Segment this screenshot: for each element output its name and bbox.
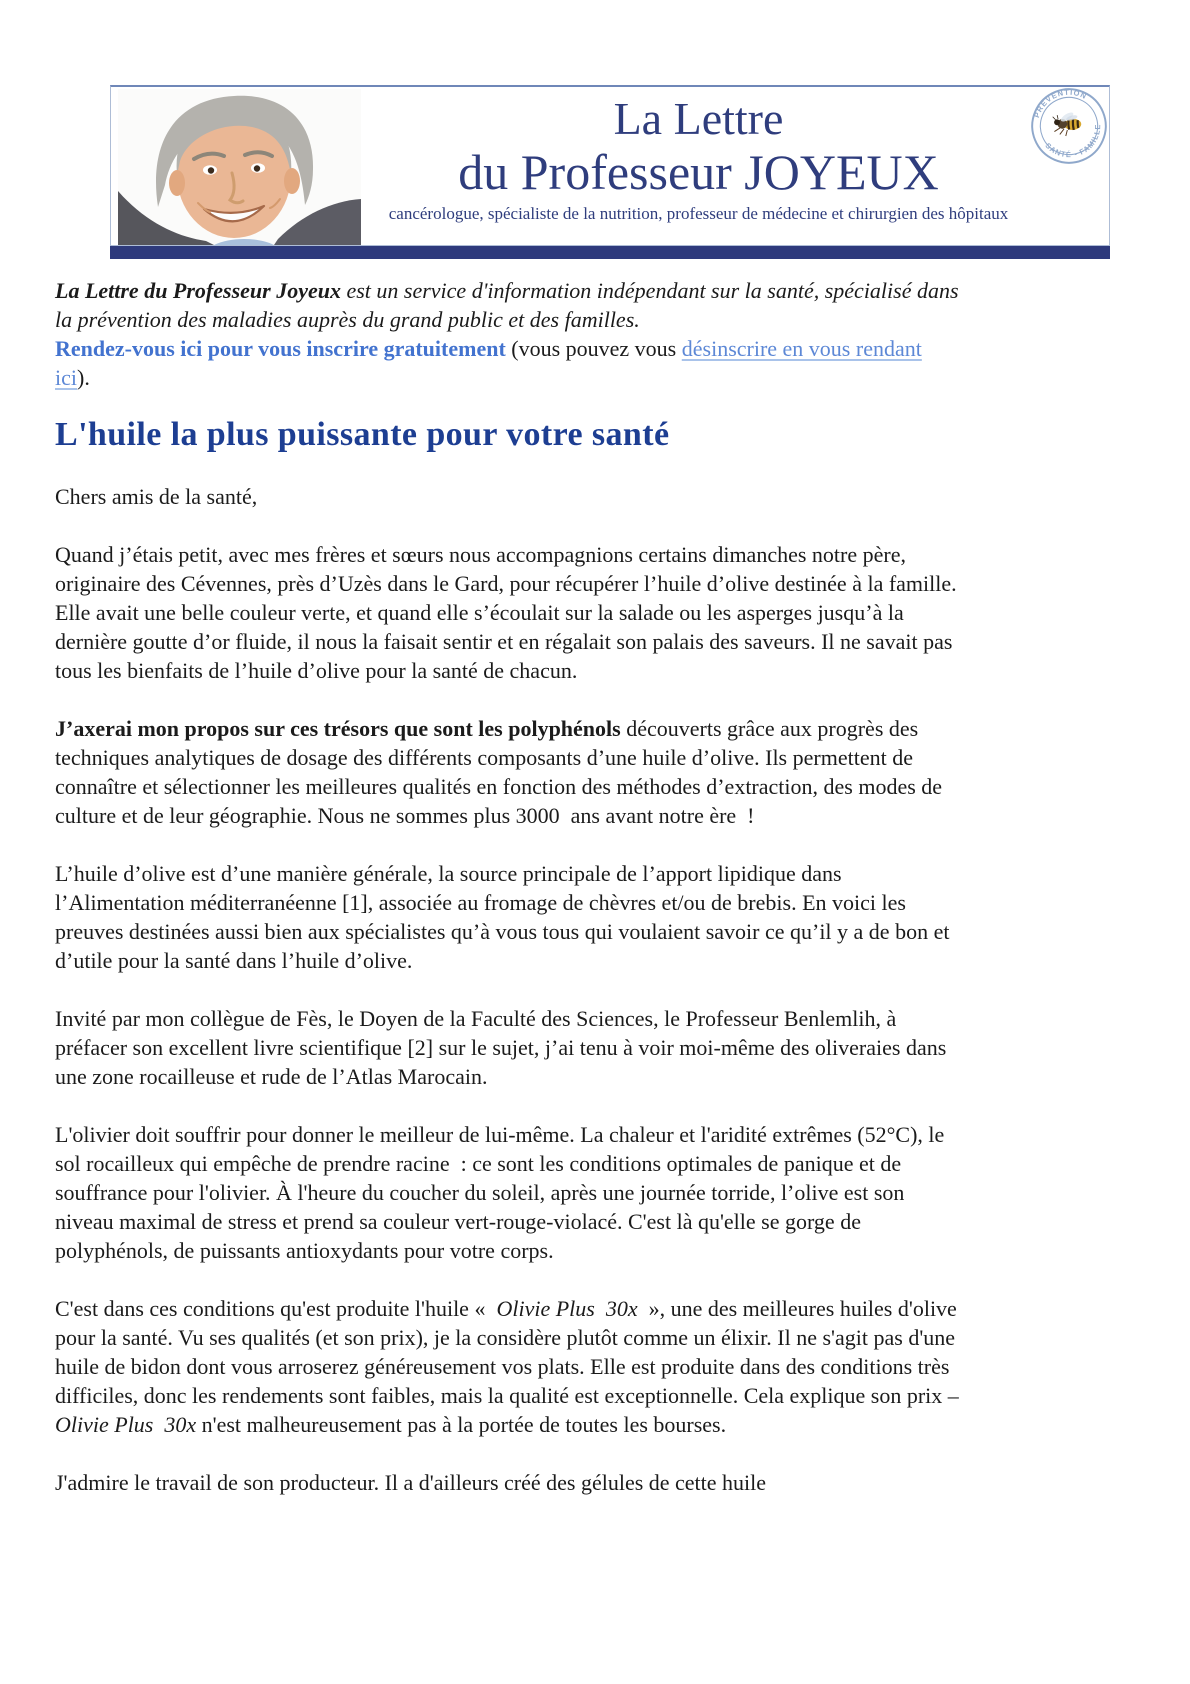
stamp-text-bottom: SANTÉ - FAMILLE [1043,123,1103,160]
text-run: Chers amis de la santé, [55,484,258,509]
text-run: Invité par mon collègue de Fès, le Doyen de la Faculté des Sciences, le Professeur Benlemlih, à préfacer son excellent livre scientifique [2] sur le sujet, j’ai tenu à voir moi-même des oliveraies dans une zone rocailleuse et rude de l’Atlas Marocain. [55,1006,947,1089]
text-run: Quand j’étais petit, avec mes frères et sœurs nous accompagnions certains dimanches notre père, originaire des Cévennes, près d’Uzès dans le Gard, pour récupérer l’huile d’olive destinée à la famille. Elle avait une belle couleur verte, et quand elle s’écoulait sur la salade ou les asperges jusqu’à la dernière goutte d’or fluide, il nous la faisait sentir et en régalait son palais des saveurs. Il ne savait pas tous les bienfaits de l’huile d’olive pour la santé de chacun. [55,542,957,683]
stamp-text-top: PRÉVENTION [1032,87,1089,119]
masthead-subtitle: cancérologue, spécialiste de la nutrition, professeur de médecine et chirurgien des hôpitaux [388,204,1009,223]
paragraph [55,1294,960,1439]
intro-paragraph [55,276,960,392]
text-run: L'olivier doit souffrir pour donner le meilleur de lui-même. La chaleur et l'aridité extrêmes (52°C), le sol rocailleux qui empêche de prendre racine : ce sont les conditions optimales de panique et de souffrance pour l'olivier. À l'heure du coucher du soleil, après une journée torride, l’olive est son niveau maximal de stress et prend sa couleur vert-rouge-violacé. C'est là qu'elle se gorge de polyphénols, de puissants antioxydants pour votre corps. [55,1122,945,1263]
header-bottom-bar [110,246,1110,259]
masthead-title-line2: du Professeur JOYEUX [458,144,939,200]
paragraph [55,1004,960,1091]
paragraph [55,1120,960,1265]
article-body [55,482,960,1497]
paragraph [55,714,960,830]
text-run: Olivie Plus 30x [496,1296,638,1321]
paragraph [55,1468,960,1497]
newsletter-header [110,85,1110,259]
paragraph [55,540,960,685]
text-run: Olivie Plus 30x [55,1412,197,1437]
stamp-seal [1030,87,1108,165]
text-run: J’axerai mon propos sur ces trésors que sont les polyphénols [55,716,621,741]
header-banner [110,85,1110,246]
masthead [366,93,1031,222]
professor-portrait-illustration [118,89,361,245]
text-run: ). [77,365,90,390]
masthead-title-line1: La Lettre [613,93,784,144]
text-run: est un service d'information indépendant sur la santé, spécialisé dans la prévention des maladies auprès du grand public et des familles. [55,278,959,332]
text-run: J'admire le travail de son producteur. Il a d'ailleurs créé des gélules de cette huile [55,1470,767,1495]
text-run: n'est malheureusement pas à la portée de toutes les bourses. [196,1412,727,1437]
paragraph [55,859,960,975]
text-run: C'est dans ces conditions qu'est produite l'huile « [55,1296,497,1321]
professor-photo [118,89,361,245]
paragraph [55,482,960,511]
text-run: L’huile d’olive est d’une manière générale, la source principale de l’apport lipidique dans l’Alimentation méditerranéenne [1], associée au fromage de chèvres et/ou de brebis. En voici les preuves destinées aussi bien aux spécialistes qu’à vous tous qui voulaient savoir ce qu’il y a de bon et d’utile pour la santé dans l’huile d’olive. [55,861,950,973]
unsubscribe-link[interactable]: désinscrire en vous rendant ici [55,336,922,390]
text-run: découverts grâce aux progrès des techniques analytiques de dosage des différents composants d’une huile d’olive. Ils permettent de connaître et sélectionner les meilleures qualités en fonction des méthodes d’extraction, des modes de culture et de leur géographie. Nous ne sommes plus 3000 ans avant notre ère ! [55,716,943,828]
text-run: (vous pouvez vous [505,336,682,361]
newsletter-content [55,276,960,1497]
text-run: La Lettre du Professeur Joyeux [55,278,341,303]
article-title: L'huile la plus puissante pour votre santé [55,416,670,453]
text-run: », une des meilleures huiles d'olive pour la santé. Vu ses qualités (et son prix), je la considère plutôt comme un élixir. Il ne s'agit pas d'une huile de bidon dont vous arroserez généreusement vos plats. Elle est produite dans des conditions très difficiles, donc les rendements sont faibles, mais la qualité est exceptionnelle. Cela explique son prix – [55,1296,959,1408]
subscribe-link[interactable]: Rendez-vous ici pour vous inscrire gratuitement [55,336,506,361]
